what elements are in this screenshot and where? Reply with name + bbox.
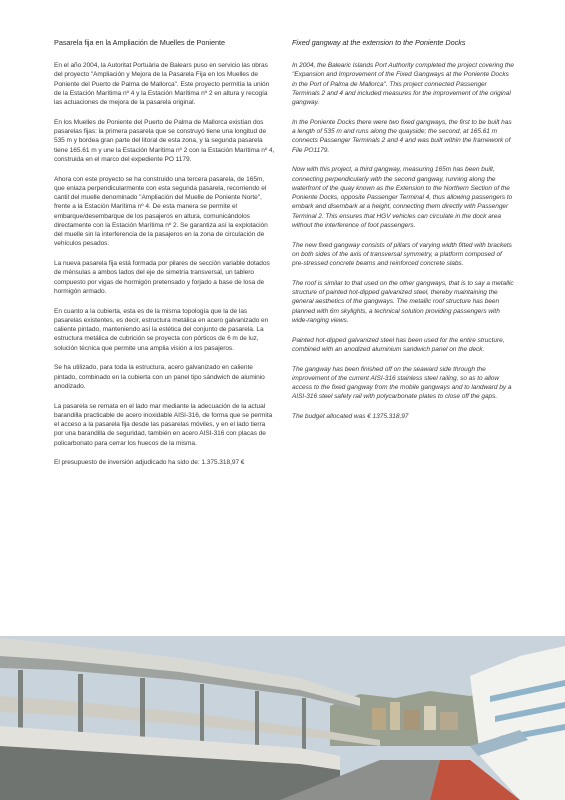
spanish-paragraph: En cuanto a la cubierta, esta es de la misma topología que la de las pasarelas existentes, es decir, estructura metálica en acero galvanizado en caliente pintado, manteniendo así la estética del conjunto de pasarela. La estructura metálica de cubrición se proyecta con pórticos de 6 m de luz, solución técnica que permite una amplia visión a los pasajeros. xyxy=(54,307,269,352)
english-paragraph: Painted hot-dipped galvanized steel has been used for the entire structure, combined with an anodized aluminium sandwich panel on the deck. xyxy=(292,336,505,353)
gangway-photo-drawing xyxy=(0,636,565,800)
spanish-column xyxy=(54,38,276,478)
spanish-paragraph: Se ha utilizado, para toda la estructura, acero galvanizado en caliente pintado, combinado en la cubierta con un panel tipo sándwich de aluminio anodizado. xyxy=(54,364,265,390)
spanish-paragraph: La pasarela se remata en el lado mar mediante la adecuación de la actual barandilla practicable de acero inoxidable AISI-316, de forma que se permita el acceso a la pasarela fija desde las pasarelas móviles, y en el lado tierra por una barandilla de seguridad, también en acero AISI-316 con placas de policarbonato para cerrar los huecos de la misma. xyxy=(54,402,273,447)
english-paragraph: Now with this project, a third gangway, measuring 165m has been built, connecting perpendicularly with the second gangway, running along the waterfront of the quay known as the Extension to the Northern Section of the Poniente Docks, opposite Passenger Terminal 4, thus allowing passengers to embark and disembark at a height, connecting them directly with Passenger Terminal 2. This ensures that HGV vehicles can circulate in the dock area without the interference of foot passengers. xyxy=(292,166,513,229)
spanish-paragraph: Ahora con este proyecto se ha construido una tercera pasarela, de 165m, que enlaza perpendicularmente con esta segunda pasarela, recorriendo el cantil del muelle denominado "Ampliación del Muelle de Poniente Norte", frente a la Estación Marítima nº 4. De esta manera se permite el embarque/desembarque de los pasajeros en altura, comunicándolos directamente con la Estación Marítima nº 2. Se garantiza así la explotación del muelle sin la interferencia de la pasajeros en la zona de circulación de vehículos pesados. xyxy=(54,175,268,248)
building xyxy=(390,702,400,730)
spanish-budget: El presupuesto de inversión adjudicado ha sido de: 1.375.318,97 € xyxy=(54,459,245,467)
spanish-paragraph: En el año 2004, la Autoritat Portuària de Balears puso en servicio las obras del proyecto "Ampliación y Mejora de la Pasarela Fija en los Muelles de Poniente del Puerto de Palma de Mallorca". Este proyecto permitía la unión de la Estación Marítima nº 4 y la Estación Marítima nº 2 en altura y recogía las actuaciones de mejora de la pasarela original. xyxy=(54,62,270,106)
spanish-paragraph: En los Muelles de Poniente del Puerto de Palma de Mallorca existían dos pasarelas fijas: la primera pasarela que se construyó tiene una longitud de 535 m y bordea gran parte del litoral de esta zona, y la segunda pasarela tiene 165.61 m y une la Estación Marítima nº 2 con la Estación Marítima nº 4, construida en el marco del expediente PO 1179. xyxy=(54,118,275,163)
gangway-photo xyxy=(0,636,565,800)
building xyxy=(404,710,420,730)
english-column xyxy=(292,38,514,432)
english-budget: The budget allocated was € 1375.318,97 xyxy=(292,413,409,420)
english-paragraph: The new fixed gangway consists of pillars of varying width fitted with brackets on both sides of the axis of transversal symmetry, a platform composed of pre-stressed concrete beams and reinforced concrete slabs. xyxy=(292,241,512,267)
building xyxy=(424,706,436,730)
building xyxy=(440,712,458,730)
spanish-title: Pasarela fija en la Ampliación de Muelles de Poniente xyxy=(54,38,225,47)
english-title: Fixed gangway at the extension to the Poniente Docks xyxy=(292,38,466,47)
english-paragraph: In 2004, the Balearic Islands Port Authority completed the project covering the "Expansion and Improvement of the Fixed Gangways at the Poniente Docks in the Port of Palma de Mallorca". This project connected Passenger Terminals 2 and 4 and included measures for the improvement of the original gangway. xyxy=(292,62,514,106)
english-paragraph: The gangway has been finished off on the seaward side through the improvement of the current AISI-316 stainless steel railing, so as to allow access to the fixed gangway from the mobile gangways and to landward by a AISI-316 steel safety rail with polycarbonate plates to close off the gaps. xyxy=(292,365,512,401)
english-paragraph: In the Poniente Docks there were two fixed gangways, the first to be built has a length of 535 m and runs along the quayside; the second, at 165.61 m connects Passenger Terminals 2 and 4 and was built within the framework of File PO1179. xyxy=(292,118,512,154)
english-paragraph: The roof is similar to that used on the other gangways, that is to say a metallic structure of painted hot-dipped galvanized steel, thereby maintaining the general aesthetics of the gangways. The metallic roof structure has been planned with 6m skylights, a technical solution providing passengers with wide-ranging views. xyxy=(292,279,514,324)
spanish-paragraph: La nueva pasarela fija está formada por pilares de sección variable dotados de ménsulas a ambos lados del eje de simetría transversal, un tablero compuesto por vigas de hormigón pretensado y forjado a base de losa de hormigón armado. xyxy=(54,260,270,295)
building xyxy=(372,708,386,730)
